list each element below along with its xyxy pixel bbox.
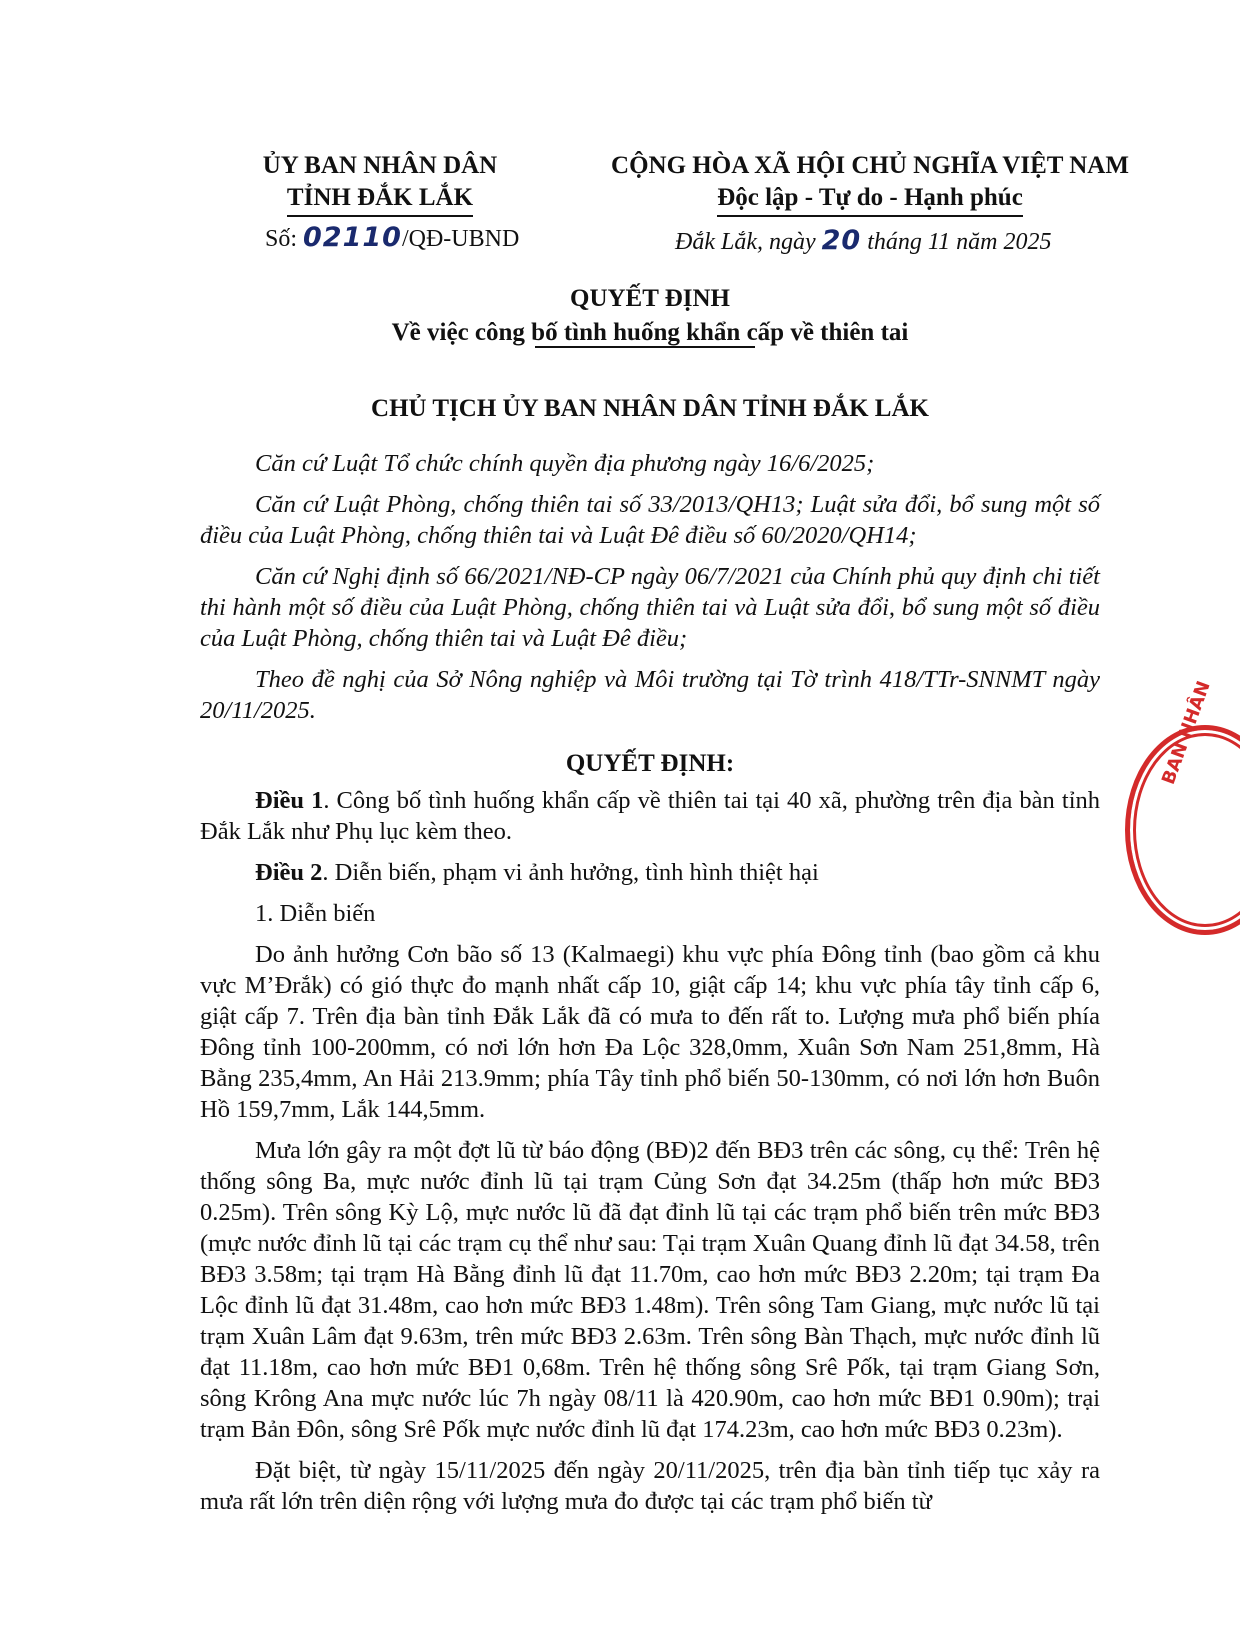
paragraph-1: Do ảnh hưởng Cơn bão số 13 (Kalmaegi) khu vực phía Đông tỉnh (bao gồm cả khu vực M’Đrắk) có gió thực đo mạnh nhất cấp 10, giật cấp 14; khu vực phía tây tỉnh cấp 6, giật cấp 7. Trên địa bàn tỉnh Đắk Lắk đã có mưa to đến rất to. Lượng mưa phổ biến phía Đông tỉnh 100-200mm, có nơi lớn hơn Đa Lộc 328,0mm, Xuân Sơn Nam 251,8mm, Hà Bằng 235,4mm, An Hải 213.9mm; phía Tây tỉnh phổ biến 50-130mm, có nơi lớn hơn Buôn Hồ 159,7mm, Lắk 144,5mm. xyxy=(200,941,1100,1123)
legal-basis-2: Căn cứ Luật Phòng, chống thiên tai số 33/2013/QH13; Luật sửa đổi, bổ sung một số điều của Luật Phòng, chống thiên tai và Luật Đê điều số 60/2020/QH14; xyxy=(200,491,1100,549)
official-seal-text: BAN NHÂN xyxy=(1158,678,1215,788)
decision-heading: QUYẾT ĐỊNH: xyxy=(565,750,735,777)
document-subtitle: Về việc công bố tình huống khẩn cấp về thiên tai xyxy=(391,319,909,346)
issuing-authority-block xyxy=(230,150,530,217)
org-line-1: ỦY BAN NHÂN DÂN xyxy=(262,152,498,179)
article-1-label: Điều 1 xyxy=(255,787,324,814)
legal-basis-3: Căn cứ Nghị định số 66/2021/NĐ-CP ngày 06/7/2021 của Chính phủ quy định chi tiết thi hành một số điều của Luật Phòng, chống thiên tai và Luật sửa đổi, bổ sung một số điều của Luật Phòng, chống thiên tai và Luật Đê điều; xyxy=(200,563,1100,652)
doc-number-handwritten: 02110 xyxy=(303,222,402,253)
section-1-heading: 1. Diễn biến xyxy=(255,900,376,927)
motto-line xyxy=(590,182,1150,217)
legal-basis-4: Theo đề nghị của Sở Nông nghiệp và Môi trường tại Tờ trình 418/TTr-SNNMT ngày 20/11/2025. xyxy=(200,666,1100,724)
date-prefix: Đắk Lắk, ngày xyxy=(675,229,822,255)
document-number xyxy=(265,222,519,253)
document-title-block xyxy=(0,282,1240,348)
paragraph-2: Mưa lớn gây ra một đợt lũ từ báo động (BĐ)2 đến BĐ3 trên các sông, cụ thể: Trên hệ thống sông Ba, mực nước đỉnh lũ tại trạm Củng Sơn đạt 34.25m (thấp hơn mức BĐ3 0.25m). Trên sông Kỳ Lộ, mực nước lũ đã đạt đỉnh lũ tại các trạm phổ biến trên mức BĐ3 (mực nước đỉnh lũ tại các trạm cụ thể như sau: Tại trạm Xuân Quang đỉnh lũ đạt 34.58, trên BĐ3 3.58m; tại trạm Hà Bằng đỉnh lũ đạt 11.70m, cao hơn mức BĐ3 2.20m; tại trạm Đa Lộc đỉnh lũ đạt 31.48m, cao hơn mức BĐ3 1.48m). Trên sông Tam Giang, mực nước lũ tại trạm Xuân Lâm đạt 9.63m, trên mức BĐ3 2.63m. Trên sông Bàn Thạch, mực nước đỉnh lũ đạt 11.18m, cao hơn mức BĐ1 0,68m. Trên hệ thống sông Srê Pốk, tại trạm Giang Sơn, sông Krông Ana mực nước lúc 7h ngày 08/11 là 420.90m, cao hơn mức BĐ1 0.90m); trại trạm Bản Đôn, sông Srê Pốk mực nước đỉnh lũ đạt 174.23m, cao hơn mức BĐ3 0.23m). xyxy=(200,1137,1100,1443)
subtitle-rule xyxy=(535,346,755,348)
national-motto-block xyxy=(590,150,1150,217)
article-1 xyxy=(200,785,1100,847)
org-line-2 xyxy=(230,182,530,217)
org-line-2-text: TỈNH ĐẮK LẮK xyxy=(287,182,473,217)
document-title: QUYẾT ĐỊNH xyxy=(570,285,730,312)
paragraph-3: Đặt biệt, từ ngày 15/11/2025 đến ngày 20/11/2025, trên địa bàn tỉnh tiếp tục xảy ra mưa rất lớn trên diện rộng với lượng mưa đo được tại các trạm phổ biến từ xyxy=(200,1457,1100,1515)
country-name: CỘNG HÒA XÃ HỘI CHỦ NGHĨA VIỆT NAM xyxy=(611,152,1129,179)
document-date xyxy=(675,225,1051,256)
article-2-label: Điều 2 xyxy=(255,859,323,886)
article-2-text: . Diễn biến, phạm vi ảnh hưởng, tình hình thiệt hại xyxy=(322,859,819,886)
legal-basis-1: Căn cứ Luật Tổ chức chính quyền địa phương ngày 16/6/2025; xyxy=(255,450,875,477)
doc-number-prefix: Số: xyxy=(265,226,304,252)
article-1-text: . Công bố tình huống khẩn cấp về thiên tai tại 40 xã, phường trên địa bàn tỉnh Đắk Lắk như Phụ lục kèm theo. xyxy=(200,787,1101,845)
signing-authority: CHỦ TỊCH ỦY BAN NHÂN DÂN TỈNH ĐẮK LẮK xyxy=(371,395,929,422)
article-2 xyxy=(200,857,1100,888)
motto-text: Độc lập - Tự do - Hạnh phúc xyxy=(717,182,1023,217)
document-body xyxy=(200,448,1100,1527)
date-day-handwritten: 20 xyxy=(821,225,862,256)
date-suffix: tháng 11 năm 2025 xyxy=(861,229,1052,255)
doc-number-suffix: /QĐ-UBND xyxy=(401,226,520,252)
